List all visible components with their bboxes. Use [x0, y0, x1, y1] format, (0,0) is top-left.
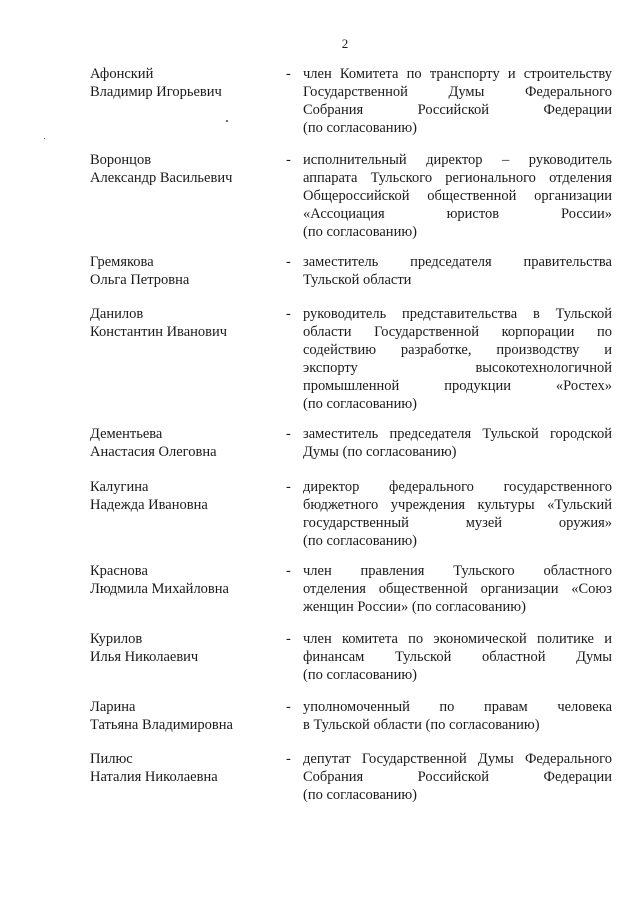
member-role [303, 750, 612, 804]
role-line: Думы (по согласованию) [303, 444, 457, 460]
member-name [90, 630, 280, 666]
role-line: (по согласованию) [303, 667, 417, 683]
role-line: бюджетного учреждения культуры «Тульский [303, 497, 612, 513]
role-line: заместитель председателя правительства [303, 254, 612, 270]
member-name [90, 65, 280, 101]
role-line: аппарата Тульского регионального отделения [303, 170, 612, 186]
separator-dash: - [286, 563, 291, 579]
role-line: член комитета по экономической политике и [303, 631, 612, 647]
member-name [90, 698, 280, 734]
role-line: (по согласованию) [303, 120, 417, 136]
separator-dash: - [286, 66, 291, 82]
member-role [303, 151, 612, 241]
separator-dash: - [286, 699, 291, 715]
separator-dash: - [286, 751, 291, 767]
member-given-names: Людмила Михайловна [90, 581, 229, 597]
member-role [303, 253, 612, 289]
member-given-names: Наталия Николаевна [90, 769, 218, 785]
member-name [90, 750, 280, 786]
member-surname: Калугина [90, 479, 149, 495]
role-line: содействию разработке, производству и [303, 342, 612, 358]
member-surname: Ларина [90, 699, 136, 715]
separator-dash: - [286, 479, 291, 495]
member-surname: Афонский [90, 66, 154, 82]
role-line: член правления Тульского областного [303, 563, 612, 579]
member-name [90, 425, 280, 461]
member-given-names: Константин Иванович [90, 324, 228, 340]
separator-dash: - [286, 254, 291, 270]
member-surname: Пилюс [90, 751, 133, 767]
role-line: заместитель председателя Тульской городской [303, 426, 612, 442]
member-role [303, 562, 612, 616]
member-given-names: Илья Николаевич [90, 649, 199, 665]
member-surname: Гремякова [90, 254, 154, 270]
role-line: Общероссийской общественной организации [303, 188, 612, 204]
role-line: уполномоченный по правам человека [303, 699, 612, 715]
member-surname: Дементьева [90, 426, 163, 442]
role-line: исполнительный директор – руководитель [303, 152, 612, 168]
role-line: (по согласованию) [303, 787, 417, 803]
member-role [303, 425, 612, 461]
member-name [90, 151, 280, 187]
role-line: Тульской области [303, 272, 412, 288]
member-given-names: Анастасия Олеговна [90, 444, 217, 460]
role-line: (по согласованию) [303, 224, 417, 240]
member-given-names: Татьяна Владимировна [90, 717, 233, 733]
member-given-names: Надежда Ивановна [90, 497, 208, 513]
role-line: (по согласованию) [303, 396, 417, 412]
role-line: женщин России» (по согласованию) [303, 599, 526, 615]
member-name [90, 478, 280, 514]
member-role [303, 630, 612, 684]
member-given-names: Ольга Петровна [90, 272, 190, 288]
role-line: Государственной Думы Федерального [303, 84, 612, 100]
member-role [303, 65, 612, 137]
separator-dash: - [286, 152, 291, 168]
role-line: член Комитета по транспорту и строительству [303, 66, 612, 82]
member-name [90, 253, 280, 289]
member-surname: Курилов [90, 631, 143, 647]
role-line: руководитель представительства в Тульской [303, 306, 612, 322]
role-line: отделения общественной организации «Союз [303, 581, 612, 597]
member-surname: Краснова [90, 563, 148, 579]
role-line: «Ассоциация юристов России» [303, 206, 612, 222]
role-line: области Государственной корпорации по [303, 324, 612, 340]
member-name [90, 562, 280, 598]
role-line: государственный музей оружия» [303, 515, 612, 531]
scan-speck [226, 120, 228, 122]
role-line: промышленной продукции «Ростех» [303, 378, 612, 394]
member-role [303, 698, 612, 734]
role-line: финансам Тульской областной Думы [303, 649, 612, 665]
role-line: экспорту высокотехнологичной [303, 360, 612, 376]
member-given-names: Владимир Игорьевич [90, 84, 222, 100]
role-line: депутат Государственной Думы Федерального [303, 751, 612, 767]
member-role [303, 478, 612, 550]
member-surname: Воронцов [90, 152, 152, 168]
page-number: 2 [341, 36, 349, 51]
member-given-names: Александр Васильевич [90, 170, 233, 186]
role-line: директор федерального государственного [303, 479, 612, 495]
role-line: в Тульской области (по согласованию) [303, 717, 540, 733]
member-name [90, 305, 280, 341]
scan-speck [44, 138, 45, 139]
member-role [303, 305, 612, 413]
member-surname: Данилов [90, 306, 144, 322]
role-line: (по согласованию) [303, 533, 417, 549]
role-line: Собрания Российской Федерации [303, 102, 612, 118]
role-line: Собрания Российской Федерации [303, 769, 612, 785]
separator-dash: - [286, 306, 291, 322]
separator-dash: - [286, 426, 291, 442]
separator-dash: - [286, 631, 291, 647]
